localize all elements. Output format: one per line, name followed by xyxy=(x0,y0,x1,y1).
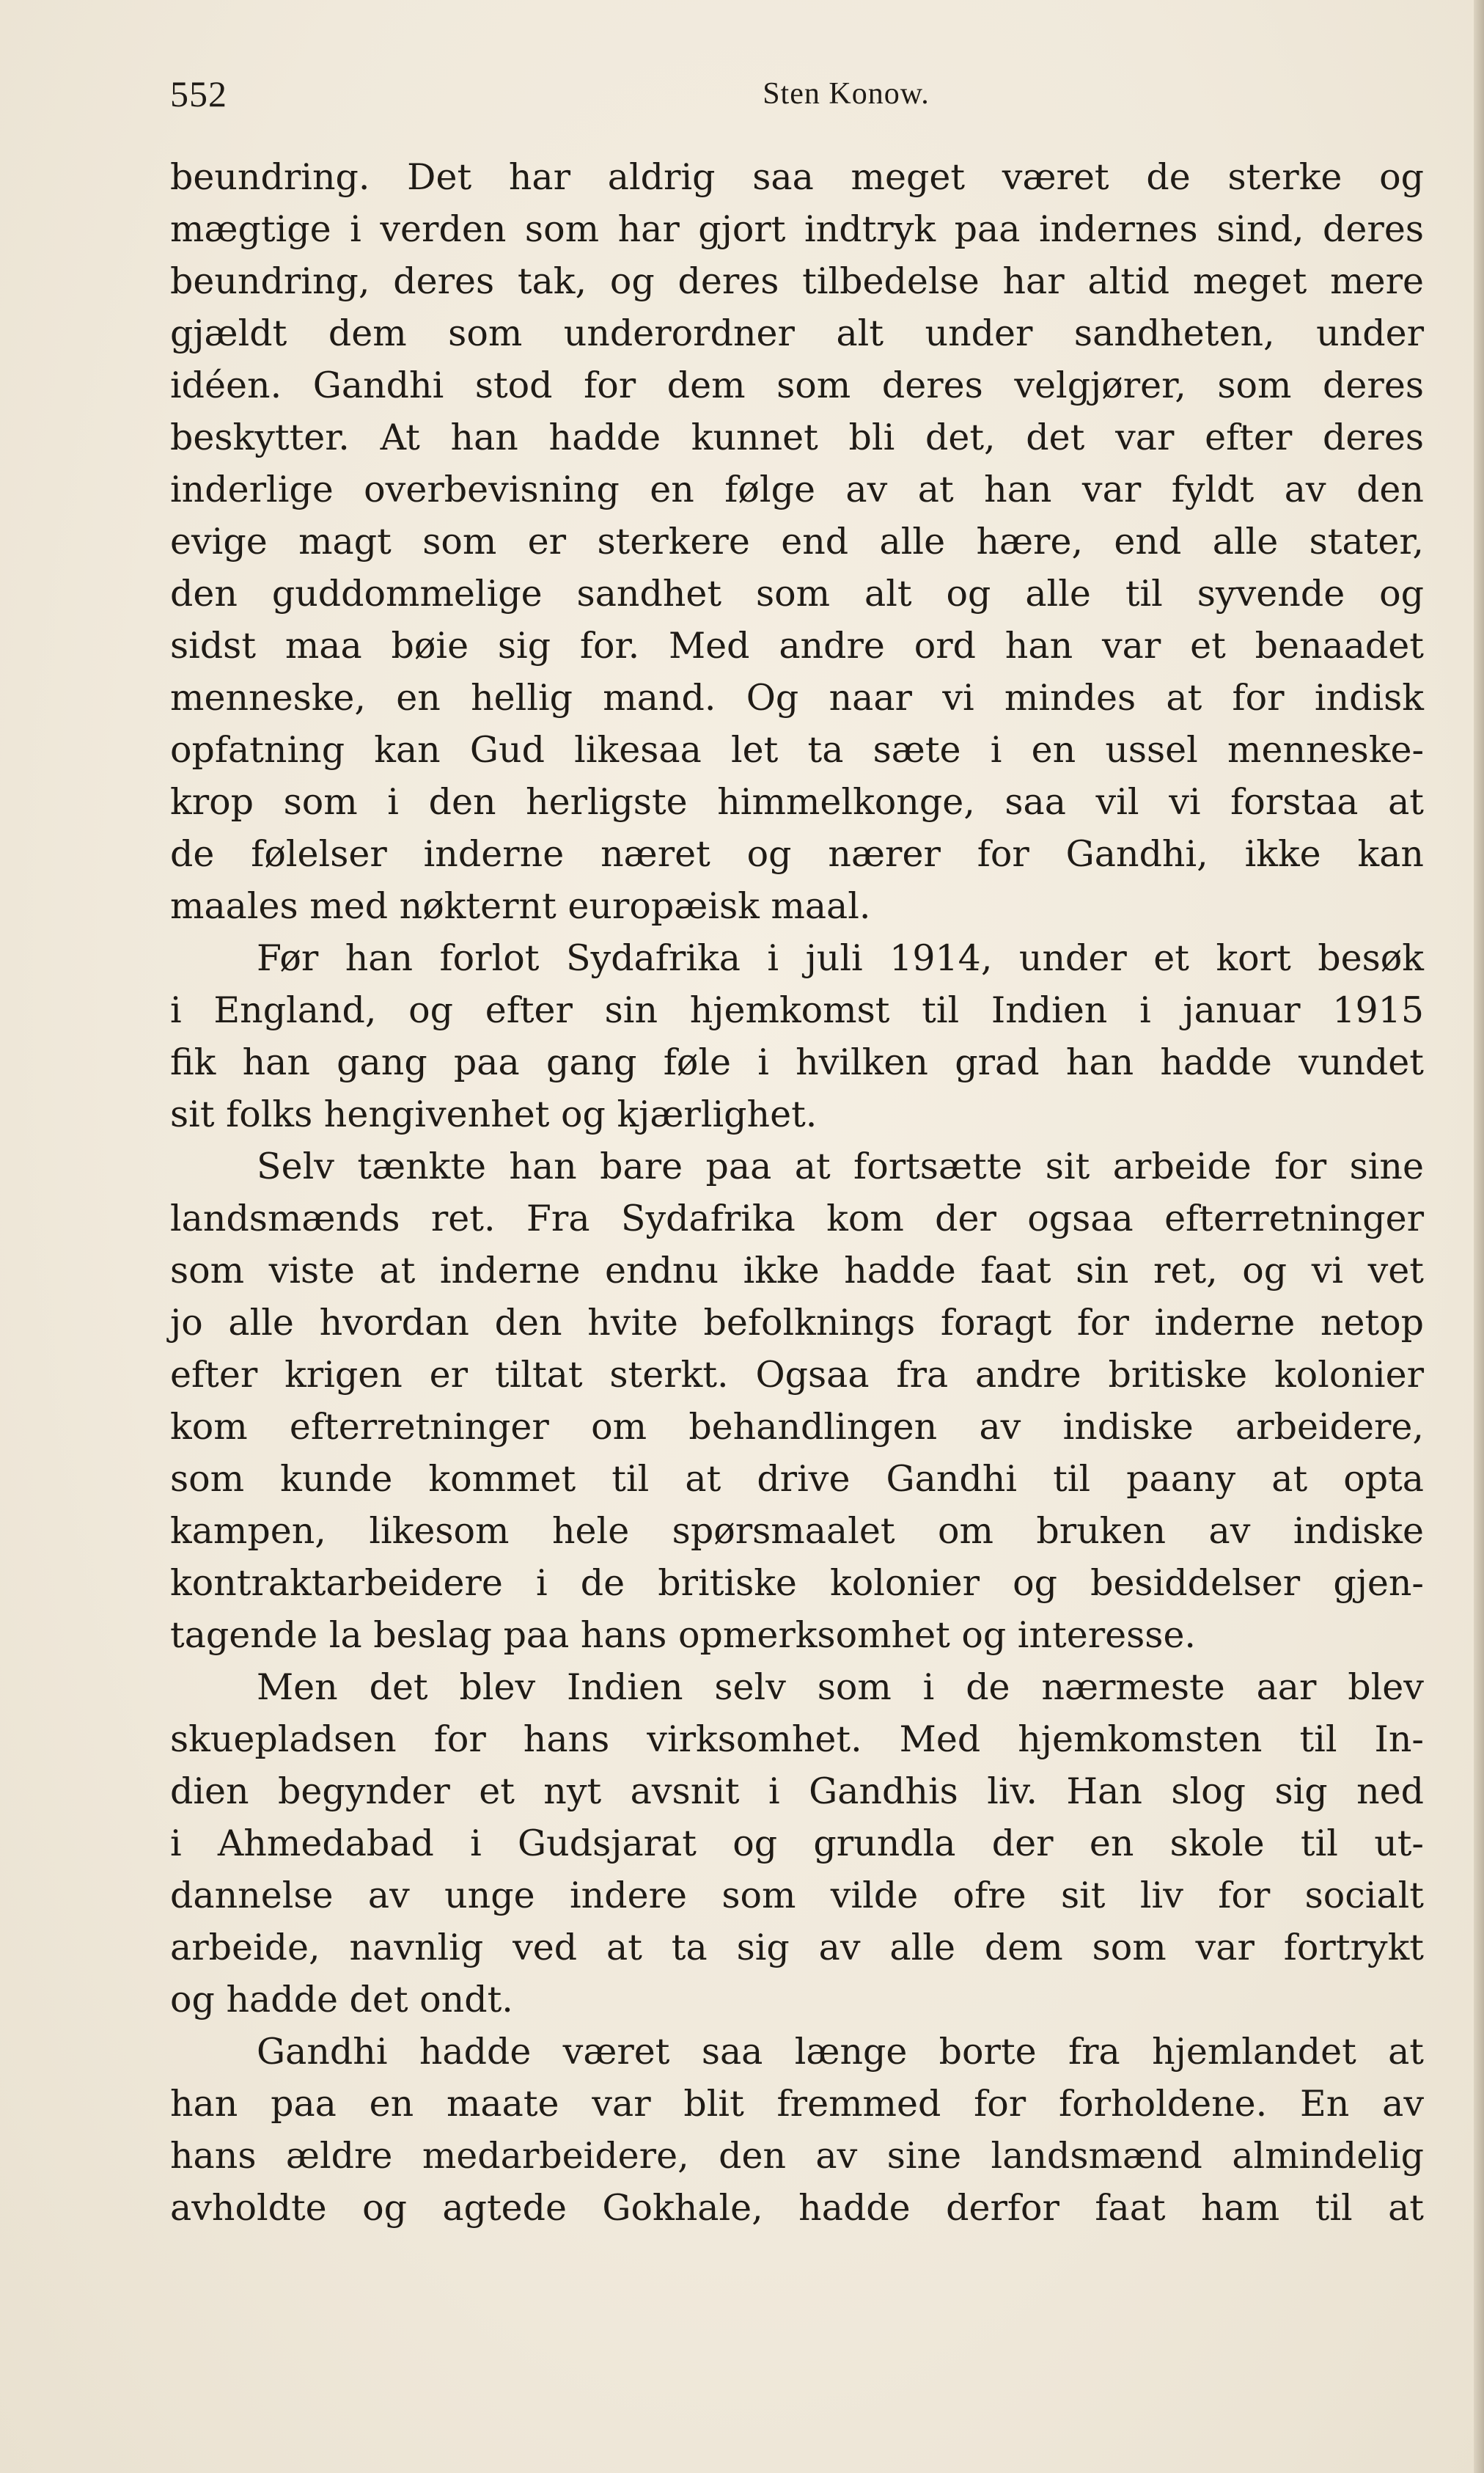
text-line: kampen, likesom hele spørsmaalet om bruken av indiske xyxy=(170,1510,1424,1552)
text-line: som viste at inderne endnu ikke hadde faat sin ret, og vi vet xyxy=(170,1250,1424,1292)
text-line: jo alle hvordan den hvite befolknings foragt for inderne netop xyxy=(170,1302,1424,1344)
page-header xyxy=(170,65,1424,123)
text-line: mægtige i verden som har gjort indtryk paa indernes sind, deres xyxy=(170,208,1424,250)
text-line: inderlige overbevisning en følge av at han var fyldt av den xyxy=(170,469,1424,510)
text-line: evige magt som er sterkere end alle hære, end alle stater, xyxy=(170,521,1424,563)
text-line: de følelser inderne næret og nærer for Gandhi, ikke kan xyxy=(170,833,1424,875)
text-line: arbeide, navnlig ved at ta sig av alle dem som var fortrykt xyxy=(170,1927,1424,1968)
text-line: i England, og efter sin hjemkomst til Indien i januar 1915 xyxy=(170,989,1424,1031)
text-line: han paa en maate var blit fremmed for forholdene. En av xyxy=(170,2083,1424,2125)
text-line: maales med nøkternt europæisk maal. xyxy=(170,885,871,927)
text-line: avholdte og agtede Gokhale, hadde derfor faat ham til at xyxy=(170,2187,1424,2229)
text-line: Gandhi hadde været saa længe borte fra hjemlandet at xyxy=(257,2031,1424,2073)
text-line: hans ældre medarbeidere, den av sine landsmænd almindelig xyxy=(170,2135,1424,2177)
text-line: og hadde det ondt. xyxy=(170,1979,513,2020)
text-line: beskytter. At han hadde kunnet bli det, det var efter deres xyxy=(170,417,1424,458)
text-line: i Ahmedabad i Gudsjarat og grundla der en skole til ut- xyxy=(170,1822,1424,1864)
text-line: tagende la beslag paa hans opmerksomhet og interesse. xyxy=(170,1614,1197,1656)
text-line: sidst maa bøie sig for. Med andre ord han var et benaadet xyxy=(170,625,1424,667)
text-line: sit folks hengivenhet og kjærlighet. xyxy=(170,1093,818,1135)
text-line: beundring. Det har aldrig saa meget været de sterke og xyxy=(170,156,1424,198)
text-line: fik han gang paa gang føle i hvilken grad han hadde vundet xyxy=(170,1041,1424,1083)
text-line: beundring, deres tak, og deres tilbedelse har altid meget mere xyxy=(170,260,1424,302)
body-text xyxy=(170,151,1424,2234)
text-line: dien begynder et nyt avsnit i Gandhis liv. Han slog sig ned xyxy=(170,1770,1424,1812)
text-line: opfatning kan Gud likesaa let ta sæte i en ussel menneske- xyxy=(170,729,1424,771)
text-line: gjældt dem som underordner alt under sandheten, under xyxy=(170,312,1424,354)
text-line: dannelse av unge indere som vilde ofre sit liv for socialt xyxy=(170,1875,1424,1916)
text-line: den guddommelige sandhet som alt og alle til syvende og xyxy=(170,573,1424,615)
text-line: landsmænds ret. Fra Sydafrika kom der ogsaa efterretninger xyxy=(170,1198,1424,1239)
text-line: menneske, en hellig mand. Og naar vi mindes at for indisk xyxy=(170,677,1424,719)
page-number: 552 xyxy=(170,73,227,114)
page-edge xyxy=(1474,0,1484,2473)
text-line: krop som i den herligste himmelkonge, saa vil vi forstaa at xyxy=(170,781,1424,823)
text-line: kontraktarbeidere i de britiske kolonier og besiddelser gjen- xyxy=(170,1562,1424,1604)
text-line: skuepladsen for hans virksomhet. Med hjemkomsten til In- xyxy=(170,1718,1424,1760)
text-line: Selv tænkte han bare paa at fortsætte sit arbeide for sine xyxy=(257,1146,1424,1187)
running-head: Sten Konow. xyxy=(763,77,930,111)
text-line: efter krigen er tiltat sterkt. Ogsaa fra andre britiske kolonier xyxy=(170,1354,1424,1396)
text-line: idéen. Gandhi stod for dem som deres velgjører, som deres xyxy=(170,364,1424,406)
text-line: kom efterretninger om behandlingen av indiske arbeidere, xyxy=(170,1406,1424,1448)
text-line: som kunde kommet til at drive Gandhi til paany at opta xyxy=(170,1458,1424,1500)
text-line: Men det blev Indien selv som i de nærmeste aar blev xyxy=(257,1666,1424,1708)
text-line: Før han forlot Sydafrika i juli 1914, under et kort besøk xyxy=(257,937,1424,979)
